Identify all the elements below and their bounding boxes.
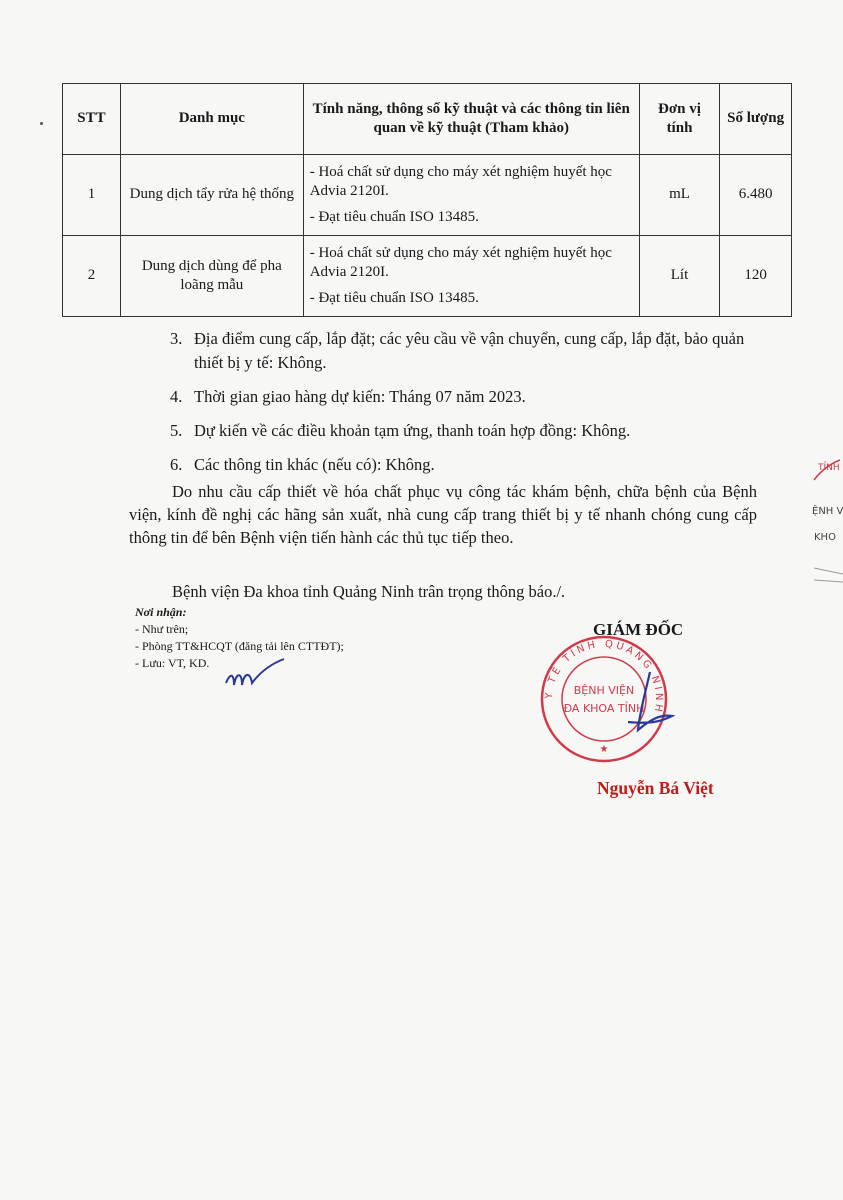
cell-danh-muc: Dung dịch dùng để pha loãng mẫu: [120, 236, 303, 317]
item-text: Dự kiến về các điều khoản tạm ứng, thanh toán hợp đồng: Không.: [194, 421, 631, 440]
cell-stt: 2: [63, 236, 121, 317]
cell-don-vi: mL: [639, 155, 720, 236]
partial-seal-icon: [800, 450, 843, 590]
recipients-label: Nơi nhận:: [135, 605, 187, 619]
recipient-line: - Phòng TT&HCQT (đăng tải lên CTTĐT);: [135, 639, 344, 653]
header-tinh-nang: Tính năng, thông số kỹ thuật và các thông tin liên quan về kỹ thuật (Tham khảo): [303, 84, 639, 155]
scan-speck: [40, 122, 43, 125]
item-number: 4.: [170, 387, 183, 406]
request-paragraph: Do nhu cầu cấp thiết về hóa chất phục vụ công tác khám bệnh, chữa bệnh của Bệnh viện, kính đề nghị các hãng sản xuất, nhà cung cấp trang thiết bị y tế nhanh chóng cung cấp thông tin để bên Bệnh viện tiến hành các thủ tục tiếp theo.: [129, 482, 757, 547]
initials-signature-icon: [222, 655, 292, 695]
table-row: [63, 155, 792, 236]
signer-name: Nguyễn Bá Việt: [597, 778, 714, 798]
item-text: Các thông tin khác (nếu có): Không.: [194, 455, 435, 474]
spec-line: - Đạt tiêu chuẩn ISO 13485.: [309, 208, 479, 225]
item-text: Địa điểm cung cấp, lắp đặt; các yêu cầu về vận chuyển, cung cấp, lắp đặt, bảo quản thiết bị y tế: Không.: [194, 329, 745, 372]
header-danh-muc: Danh mục: [120, 84, 303, 155]
header-so-luong: Số lượng: [720, 84, 792, 155]
stamp-center-line-2: ĐA KHOA TỈNH: [563, 702, 645, 715]
cell-so-luong: 120: [720, 236, 792, 317]
table-header-row: [63, 84, 792, 155]
stamp-center-line-1: BỆNH VIỆN: [573, 684, 635, 697]
item-number: 5.: [170, 421, 183, 440]
edge-stamp-fragment: KHO: [814, 532, 836, 543]
cell-don-vi: Lít: [639, 236, 720, 317]
list-item: [170, 419, 770, 443]
spec-line: - Hoá chất sử dụng cho máy xét nghiệm huyết học Advia 2120I.: [309, 244, 612, 281]
signature-title: GIÁM ĐỐC: [593, 620, 684, 639]
edge-stamp-fragment: ỆNH V: [812, 506, 843, 517]
table-row: [63, 236, 792, 317]
item-text: Thời gian giao hàng dự kiến: Tháng 07 năm 2023.: [194, 387, 526, 406]
item-number: 3.: [170, 329, 183, 348]
recipient-line: - Lưu: VT, KD.: [135, 656, 210, 670]
closing-paragraph: Bệnh viện Đa khoa tỉnh Quảng Ninh trân trọng thông báo./.: [172, 582, 566, 601]
cell-tinh-nang: [303, 155, 639, 236]
stamp-ring-text: Y TẾ TỈNH QUẢNG NINH: [543, 638, 665, 716]
handwritten-signature-icon: [620, 670, 690, 740]
recipient-line: - Như trên;: [135, 622, 189, 636]
header-stt: STT: [63, 84, 121, 155]
specification-table: [62, 83, 792, 317]
list-item: [170, 385, 770, 409]
cell-stt: 1: [63, 155, 121, 236]
header-don-vi: Đơn vị tính: [639, 84, 720, 155]
numbered-list: [170, 327, 770, 487]
spec-line: - Hoá chất sử dụng cho máy xét nghiệm huyết học Advia 2120I.: [309, 163, 612, 200]
svg-text:★: ★: [599, 744, 609, 755]
cell-danh-muc: Dung dịch tẩy rửa hệ thống: [120, 155, 303, 236]
cell-so-luong: 6.480: [720, 155, 792, 236]
list-item: [170, 327, 770, 375]
spec-line: - Đạt tiêu chuẩn ISO 13485.: [309, 289, 479, 306]
list-item: [170, 453, 770, 477]
cell-tinh-nang: [303, 236, 639, 317]
item-number: 6.: [170, 455, 183, 474]
edge-stamp-fragment: TỈNH: [818, 463, 840, 473]
